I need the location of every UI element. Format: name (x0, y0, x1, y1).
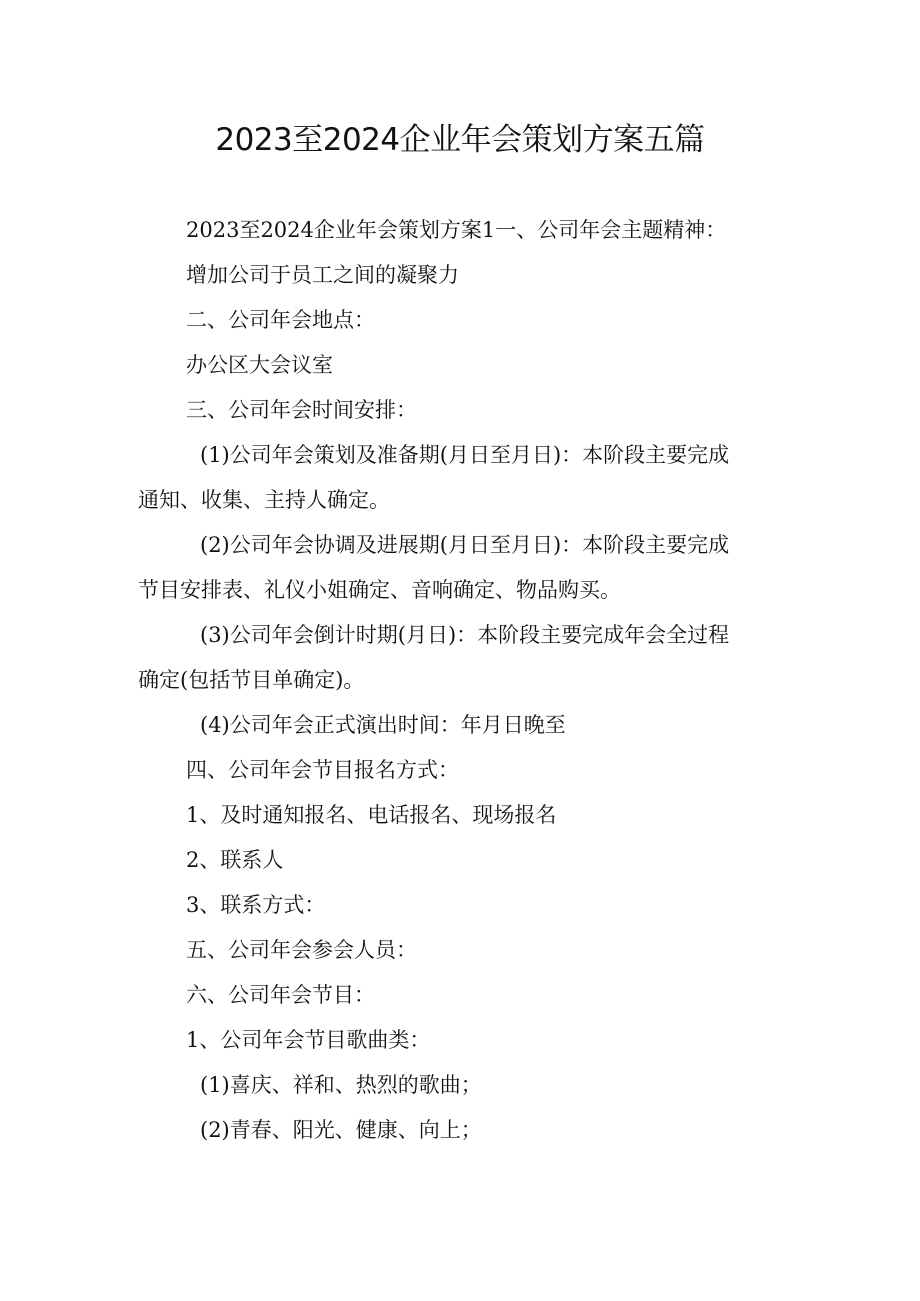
body-line: 2、联系人 (186, 848, 284, 872)
body-line: 五、公司年会参会人员： (186, 938, 417, 962)
body-line: 六、公司年会节目： (186, 983, 375, 1007)
body-line: (4)公司年会正式演出时间：年月日晚至 (200, 713, 566, 737)
body-line: 增加公司于员工之间的凝聚力 (186, 263, 459, 287)
body-line: (2)公司年会协调及进展期(月日至月日)：本阶段主要完成 (200, 533, 730, 557)
body-line: 3、联系方式： (186, 893, 326, 917)
body-line: 二、公司年会地点： (186, 308, 375, 332)
body-line: (1)喜庆、祥和、热烈的歌曲； (200, 1073, 482, 1097)
document-body (138, 208, 798, 1153)
body-line: 通知、收集、主持人确定。 (138, 488, 390, 512)
body-line: 确定(包括节目单确定)。 (138, 668, 365, 692)
body-line: 1、公司年会节目歌曲类： (186, 1028, 431, 1052)
body-line: 节目安排表、礼仪小姐确定、音响确定、物品购买。 (138, 578, 621, 602)
body-line: (3)公司年会倒计时期(月日)：本阶段主要完成年会全过程 (200, 623, 730, 647)
document-title: 2023至2024企业年会策划方案五篇 (215, 122, 705, 158)
body-line: (1)公司年会策划及准备期(月日至月日)：本阶段主要完成 (200, 443, 730, 467)
body-line: 办公区大会议室 (186, 353, 333, 377)
body-line: 四、公司年会节目报名方式： (186, 758, 459, 782)
body-line: 2023至2024企业年会策划方案1一、公司年会主题精神： (186, 218, 727, 242)
body-line: 三、公司年会时间安排： (186, 398, 417, 422)
body-line: 1、及时通知报名、电话报名、现场报名 (186, 803, 557, 827)
body-line: (2)青春、阳光、健康、向上； (200, 1118, 482, 1142)
